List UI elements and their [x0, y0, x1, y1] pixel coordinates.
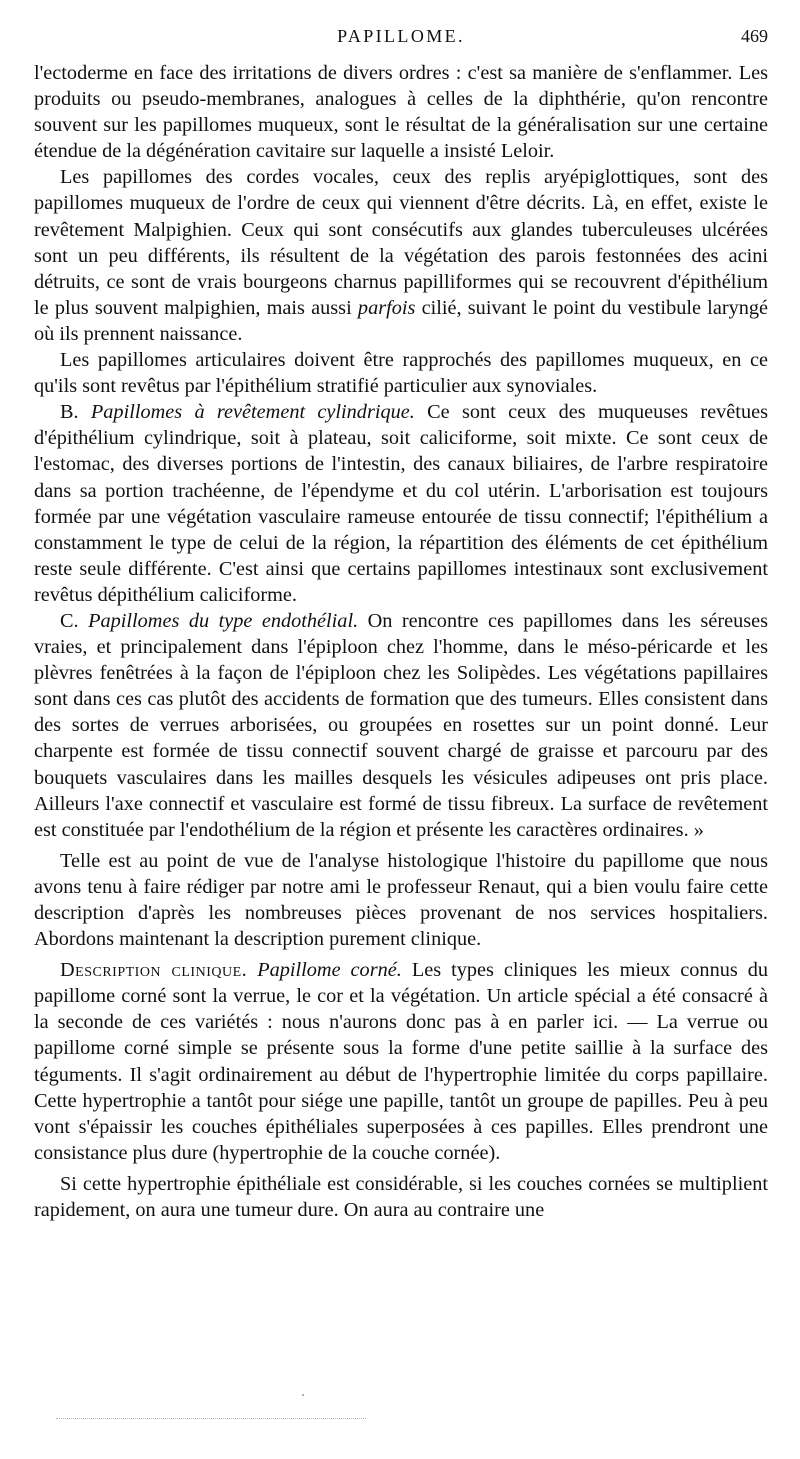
section-c-paragraph — [34, 608, 768, 843]
paragraph-2-text-b: cilié, suivant le point du vestibule laryngé où ils prennent naissance. — [34, 296, 769, 345]
paragraph-2-text-a: Les papillomes des cordes vocales, ceux des replis aryépiglottiques, sont des papillomes muqueux de l'ordre de ceux qui viennent d'être décrits. Là, en effet, existe le revêtement Malpighien. Ceux qui sont consécutifs aux glandes tuberculeuses ulcérées sont un peu différents, ils résultent de la végétation des parois festonnées des acini détruits, ce sont de vrais bourgeons charnus papilliformes qui se recouvrent d'épithélium le plus souvent malpighien, mais aussi — [34, 166, 768, 319]
paragraph-2-italic: parfois — [357, 296, 416, 319]
section-b-heading: Papillomes à revêtement cylindrique. — [90, 401, 415, 424]
paragraph-3: Les papillomes articulaires doivent être rapprochés des papillomes muqueux, en ce qu'ils sont revêtus par l'épithélium stratifié particulier aux synoviales. — [34, 349, 768, 398]
clinical-description-text: Les types cliniques les mieux connus du papillome corné sont la verrue, le cor et la végétation. Un article spécial a été consacré à la seconde de ces variétés : nous n'aurons donc pas à en parler ici. — La verrue ou papillome corné simple se présente sous la forme d'une petite saillie à la surface des téguments. Il s'agit ordinairement au début de l'hypertrophie limitée du corps papillaire. Cette hypertrophie a tantôt pour siége une papille, tantôt un groupe de papilles. Peu à peu vont s'épaissir les couches épithéliales superposées à ces papilles. Elles prendront une consistance plus dure (hypertrophie de la couche cornée). — [34, 959, 769, 1164]
running-head: PAPILLOME. — [337, 26, 465, 46]
paragraph-2 — [34, 164, 768, 347]
section-b-paragraph — [34, 399, 768, 608]
page-number: 469 — [741, 26, 768, 46]
section-b-text: Ce sont ceux des muqueuses revêtues d'épithélium cylindrique, soit à plateau, soit caliciforme, soit mixte. Ce sont ceux de l'estomac, des diverses portions de l'intestin, des canaux biliaires, de l'arbre respiratoire dans sa portion trachéenne, de l'épendyme et du col utérin. L'arborisation est toujours formée par une végétation vasculaire rameuse entourée de tissu connectif; l'épithélium a constamment le type de celui de la région, la répartition des éléments de cet épithélium reste seule différente. C'est ainsi que certains papillomes intestinaux sont exclusivement revêtus dépithélium caliciforme. — [34, 401, 768, 606]
section-c-heading: Papillomes du type endothélial. — [88, 609, 359, 632]
section-b-label: B. — [60, 401, 79, 424]
clinical-description-label: Description clinique. — [60, 959, 248, 982]
section-c-text: On rencontre ces papillomes dans les séreuses vraies, et principalement dans l'épiploon chez l'homme, dans le méso-péricarde et les plèvres fenêtrées à la façon de l'épiploon chez les Solipèdes. Les végétations papillaires sont dans ces cas plutôt des accidents de formation que des tumeurs. Elles consistent dans des sortes de verrues arborisées, ou groupées en rosettes sur un point donné. Leur charpente est formée de tissu connectif souvent chargé de graisse et parcouru par des bouquets vasculaires dans les mailles desquels les vésicules adipeuses ont pris place. Ailleurs l'axe connectif et vasculaire est formé de tissu fibreux. La surface de revêtement est constituée par l'endothélium de la région et présente les caractères ordinaires. » — [34, 609, 769, 841]
print-speck — [302, 1394, 304, 1396]
section-c-label: C. — [60, 609, 79, 632]
clinical-description-heading: Papillome corné. — [257, 959, 402, 982]
page-header — [34, 26, 768, 52]
clinical-description-paragraph — [34, 957, 768, 1166]
faded-footer-line — [56, 1418, 366, 1419]
paragraph-8: Si cette hypertrophie épithéliale est considérable, si les couches cornées se multiplient rapidement, on aura une tumeur dure. On aura au contraire une — [34, 1172, 768, 1222]
paragraph-6: Telle est au point de vue de l'analyse histologique l'histoire du papillome que nous avons tenu à faire rédiger par notre ami le professeur Renaut, qui a bien voulu faire cette description d'après les nombreuses pièces provenant de nos services hospitaliers. Abordons maintenant la description purement clinique. — [34, 849, 768, 951]
paragraph-1: l'ectoderme en face des irritations de divers ordres : c'est sa manière de s'enflammer. Les produits ou pseudo-membranes, analogues à celles de la diphthérie, qu'on rencontre souvent sur les papillomes muqueux, sont le résultat de la généralisation sur une certaine étendue de la dégénération cavitaire sur laquelle a insisté Leloir. — [34, 62, 768, 163]
body-text — [34, 60, 768, 1223]
